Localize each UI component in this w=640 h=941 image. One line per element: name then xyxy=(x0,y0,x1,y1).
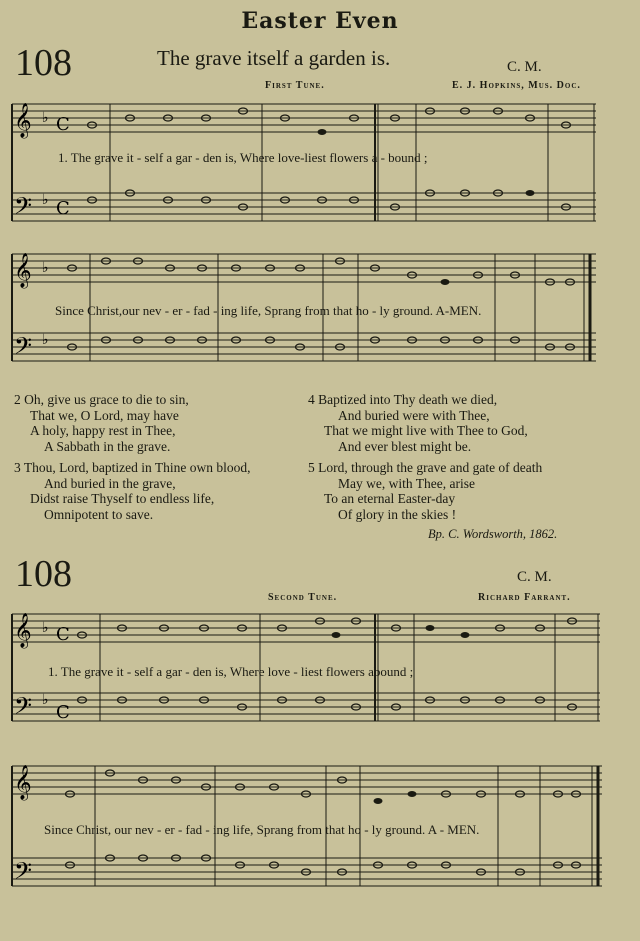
verse-line: May we, with Thee, arise xyxy=(338,475,475,491)
verse-line: 4 Baptized into Thy death we died, xyxy=(308,392,498,407)
verse-2 xyxy=(14,392,189,454)
verse-line: A holy, happy rest in Thee, xyxy=(30,423,176,438)
verse-5 xyxy=(308,460,542,522)
svg-text:𝄢: 𝄢 xyxy=(14,332,33,365)
verse-line: That we, O Lord, may have xyxy=(30,407,179,423)
verse-4 xyxy=(308,392,528,454)
hymn-meter: C. M. xyxy=(507,59,542,75)
svg-text:𝄞: 𝄞 xyxy=(14,613,32,648)
verse-line: And buried in the grave, xyxy=(44,475,176,491)
verse-line: 5 Lord, through the grave and gate of death xyxy=(308,460,543,475)
svg-text:♭: ♭ xyxy=(42,692,49,708)
lyric-line: 1. The grave it - self a gar - den is, Where love-liest flowers a - bound ; xyxy=(58,150,428,165)
text-author: Bp. C. Wordsworth, 1862. xyxy=(428,527,558,541)
hymn-number: 108 xyxy=(15,42,72,84)
svg-text:♭: ♭ xyxy=(42,110,49,126)
page-title: Easter Even xyxy=(241,8,399,34)
lyric-line: Since Christ, our nev - er - fad - ing life, Sprang from that ho - ly ground. A - MEN. xyxy=(44,822,480,837)
verse-line: That we might live with Thee to God, xyxy=(324,423,528,438)
svg-text:♭: ♭ xyxy=(42,260,49,276)
verse-3 xyxy=(14,460,250,522)
svg-text:♭: ♭ xyxy=(42,620,49,636)
svg-text:𝄞: 𝄞 xyxy=(14,253,32,288)
hymn-meter: C. M. xyxy=(517,569,552,585)
composer: E. J. Hopkins, Mus. Doc. xyxy=(452,80,581,91)
verse-line: And ever blest might be. xyxy=(338,438,472,454)
lyric-line: 1. The grave it - self a gar - den is, Where love - liest flowers abound ; xyxy=(48,664,414,679)
svg-text:𝄞: 𝄞 xyxy=(14,765,32,800)
svg-text:C: C xyxy=(56,702,70,723)
svg-text:C: C xyxy=(56,114,70,135)
svg-text:𝄢: 𝄢 xyxy=(14,692,33,725)
hymn-number: 108 xyxy=(15,553,72,595)
verse-line: Omnipotent to save. xyxy=(44,506,154,522)
tune-label: Second Tune. xyxy=(268,592,338,603)
svg-text:𝄢: 𝄢 xyxy=(14,192,33,225)
verse-line: Of glory in the skies ! xyxy=(338,506,457,522)
verse-line: 3 Thou, Lord, baptized in Thine own blood, xyxy=(14,460,251,475)
verse-line: 2 Oh, give us grace to die to sin, xyxy=(14,392,189,407)
svg-text:𝄞: 𝄞 xyxy=(14,103,32,138)
svg-text:♭: ♭ xyxy=(42,192,49,208)
lyric-line: Since Christ,our nev - er - fad - ing life, Sprang from that ho - ly ground. A-MEN. xyxy=(55,303,482,318)
composer: Richard Farrant. xyxy=(478,592,571,603)
verse-line: And buried were with Thee, xyxy=(338,407,490,423)
svg-text:C: C xyxy=(56,624,70,645)
svg-text:C: C xyxy=(56,198,70,219)
hymn-first-line: The grave itself a garden is. xyxy=(157,46,391,70)
verse-line: A Sabbath in the grave. xyxy=(44,438,171,454)
svg-text:♭: ♭ xyxy=(42,332,49,348)
verse-line: Didst raise Thyself to endless life, xyxy=(30,491,215,506)
tune-label: First Tune. xyxy=(265,80,325,91)
svg-text:𝄢: 𝄢 xyxy=(14,857,33,890)
verse-line: To an eternal Easter-day xyxy=(324,491,456,506)
